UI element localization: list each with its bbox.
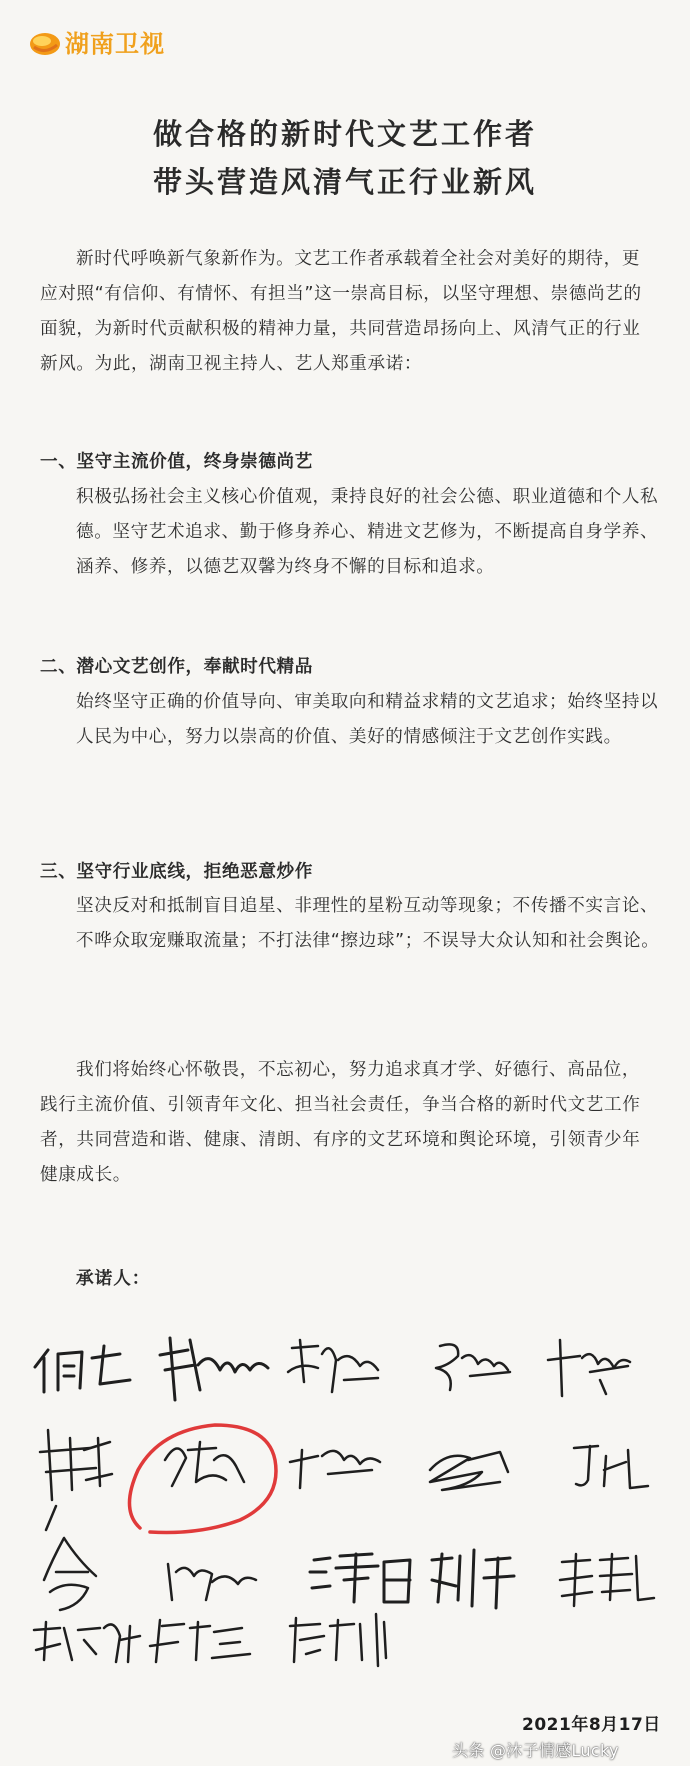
hunan-tv-logo [28, 24, 165, 59]
signature-18 [290, 1614, 386, 1666]
signature-9 [430, 1452, 508, 1490]
section-1-heading: 一、坚守主流价值，终身崇德尚艺 [40, 452, 313, 472]
signatures-svg [0, 1310, 690, 1690]
mango-logo-icon [28, 25, 62, 59]
signature-5 [548, 1340, 630, 1396]
signature-4 [436, 1344, 510, 1390]
logo-text: 湖南卫视 [65, 30, 165, 58]
signature-16 [34, 1622, 140, 1662]
signature-6 [40, 1430, 112, 1530]
signature-10 [574, 1446, 648, 1488]
signature-8 [290, 1450, 380, 1488]
document-title-line-1: 做合格的新时代文艺工作者 [152, 117, 537, 151]
signature-area [0, 1310, 690, 1690]
signature-15 [560, 1554, 654, 1606]
pledger-label: 承诺人： [76, 1269, 151, 1289]
watermark: 头条 @沐子情感Lucky [452, 1741, 619, 1760]
signature-3 [288, 1340, 378, 1392]
signature-7 [165, 1442, 244, 1486]
document-date: 2021年8月17日 [522, 1715, 661, 1735]
signature-17 [150, 1620, 250, 1662]
section-3-body: 坚决反对和抵制盲目追星、非理性的星粉互动等现象；不传播不实言论、不哗众取宠赚取流量；不打法律“擦边球”；不误导大众认知和社会舆论。 [76, 896, 660, 951]
section-1-body: 积极弘扬社会主义核心价值观，秉持良好的社会公德、职业道德和个人私德。坚守艺术追求、勤于修身养心、精进文艺修为，不断提高自身学养、涵养、修养，以德艺双馨为终身不懈的目标和追求。 [76, 487, 659, 577]
section-2-body: 始终坚守正确的价值导向、审美取向和精益求精的文艺追求；始终坚持以人民为中心，努力以崇高的价值、美好的情感倾注于文艺创作实践。 [76, 692, 659, 747]
intro-paragraph: 新时代呼唤新气象新作为。文艺工作者承载着全社会对美好的期待，更应对照“有信仰、有情怀、有担当”这一崇高目标，以坚守理想、崇德尚艺的面貌，为新时代贡献积极的精神力量，共同营造昂扬向上、风清气正的行业新风。为此，湖南卫视主持人、艺人郑重承诺： [40, 249, 642, 374]
document-title-line-2: 带头营造风清气正行业新风 [152, 165, 537, 199]
closing-paragraph: 我们将始终心怀敬畏，不忘初心，努力追求真才学、好德行、高品位，践行主流价值、引领青年文化、担当社会责任，争当合格的新时代文艺工作者，共同营造和谐、健康、清朗、有序的文艺环境和舆论环境，引领青少年健康成长。 [40, 1060, 641, 1185]
signature-1 [35, 1346, 130, 1392]
section-3-heading: 三、坚守行业底线，拒绝恶意炒作 [40, 862, 313, 882]
signature-11 [44, 1538, 96, 1610]
section-2-heading: 二、潜心文艺创作，奉献时代精品 [40, 657, 313, 677]
signature-13 [310, 1554, 410, 1602]
signature-14 [432, 1550, 514, 1608]
signature-2 [160, 1338, 268, 1400]
signature-12 [168, 1564, 256, 1600]
